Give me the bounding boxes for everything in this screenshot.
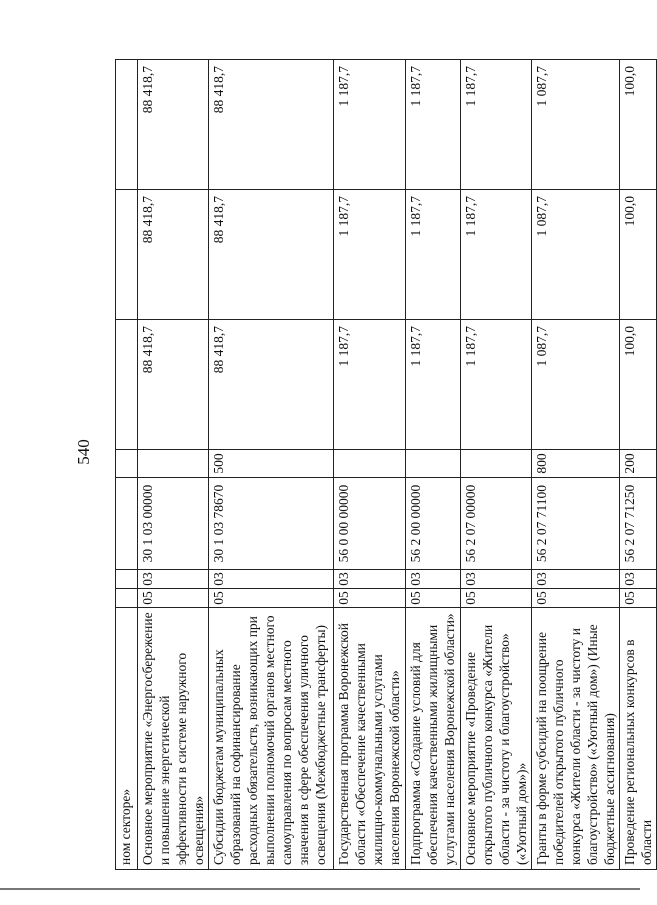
cell-value-1: 1 187,7 <box>406 320 461 450</box>
cell-rz: 05 <box>334 589 406 608</box>
cell-value-1: 100,0 <box>620 320 657 450</box>
cell-value-1 <box>116 320 138 450</box>
cell-vr <box>334 450 406 478</box>
cell-value-3: 1 187,7 <box>406 60 461 190</box>
cell-value-3: 88 418,7 <box>209 60 334 190</box>
cell-csr: 56 2 07 71100 <box>532 478 620 570</box>
scan-edge-line <box>0 888 640 890</box>
cell-value-2: 88 418,7 <box>138 190 209 320</box>
table-row <box>209 60 334 870</box>
cell-rz: 05 <box>620 589 657 608</box>
cell-rz: 05 <box>406 589 461 608</box>
cell-vr: 800 <box>532 450 620 478</box>
cell-value-1: 88 418,7 <box>209 320 334 450</box>
cell-rz: 05 <box>138 589 209 608</box>
cell-name: Гранты в форме субсидий на поощрение победителей открытого публичного конкурса «Жители области - за чистоту и благоустройство» («Уютный дом») (Иные бюджетные ассигнования) <box>532 608 620 870</box>
cell-value-2: 1 187,7 <box>461 190 532 320</box>
budget-table <box>115 59 657 870</box>
cell-value-2: 1 087,7 <box>532 190 620 320</box>
cell-vr: 500 <box>209 450 334 478</box>
cell-value-2: 88 418,7 <box>209 190 334 320</box>
page-number: 540 <box>74 439 93 465</box>
cell-value-1: 1 187,7 <box>461 320 532 450</box>
cell-name: ном секторе» <box>116 608 138 870</box>
cell-pr: 03 <box>406 570 461 589</box>
cell-csr: 56 0 00 00000 <box>334 478 406 570</box>
cell-value-2: 1 187,7 <box>406 190 461 320</box>
cell-pr: 03 <box>620 570 657 589</box>
cell-value-2: 1 187,7 <box>334 190 406 320</box>
cell-rz <box>116 589 138 608</box>
cell-rz: 05 <box>461 589 532 608</box>
cell-csr: 56 2 07 00000 <box>461 478 532 570</box>
cell-csr: 30 1 03 78670 <box>209 478 334 570</box>
cell-name: Основное мероприятие «Проведение открытого публичного конкурса «Жители области - за чистоту и благоустройство» («Уютный дом»)» <box>461 608 532 870</box>
cell-vr: 200 <box>620 450 657 478</box>
cell-pr: 03 <box>532 570 620 589</box>
cell-value-1: 88 418,7 <box>138 320 209 450</box>
cell-name: Проведение региональных конкурсов в области <box>620 608 657 870</box>
cell-rz: 05 <box>209 589 334 608</box>
cell-csr: 30 1 03 00000 <box>138 478 209 570</box>
cell-value-3 <box>116 60 138 190</box>
table-row <box>138 60 209 870</box>
cell-vr <box>406 450 461 478</box>
cell-csr: 56 2 07 71250 <box>620 478 657 570</box>
cell-pr: 03 <box>209 570 334 589</box>
cell-value-3: 88 418,7 <box>138 60 209 190</box>
table-row <box>406 60 461 870</box>
cell-name: Государственная программа Воронежской области «Обеспечение качественными жилищно-коммунальными услугами населения Воронежской области» <box>334 608 406 870</box>
cell-name: Подпрограмма «Создание условий для обеспечения качественными жилищными услугами населения Воронежской области» <box>406 608 461 870</box>
cell-pr: 03 <box>138 570 209 589</box>
cell-rz: 05 <box>532 589 620 608</box>
cell-value-2 <box>116 190 138 320</box>
cell-value-3: 100,0 <box>620 60 657 190</box>
cell-csr <box>116 478 138 570</box>
table-rotor <box>115 60 654 870</box>
cell-vr <box>461 450 532 478</box>
budget-table-rotated <box>115 60 654 870</box>
cell-pr: 03 <box>461 570 532 589</box>
cell-name: Субсидии бюджетам муниципальных образований на софинансирование расходных обязательств, возникающих при выполнении полномочий органов местного самоуправления по вопросам местного значения в сфере обеспечения уличного освещения (Межбюджетные трансферты) <box>209 608 334 870</box>
cell-csr: 56 2 00 00000 <box>406 478 461 570</box>
table-row <box>334 60 406 870</box>
cell-value-3: 1 187,7 <box>461 60 532 190</box>
cell-vr <box>116 450 138 478</box>
cell-pr <box>116 570 138 589</box>
cell-value-3: 1 187,7 <box>334 60 406 190</box>
cell-value-2: 100,0 <box>620 190 657 320</box>
cell-vr <box>138 450 209 478</box>
cell-name: Основное мероприятие «Энергосбережение и повышение энергетической эффективности в системе наружного освещения» <box>138 608 209 870</box>
cell-value-3: 1 087,7 <box>532 60 620 190</box>
cell-value-1: 1 087,7 <box>532 320 620 450</box>
table-row <box>620 60 657 870</box>
table-row <box>461 60 532 870</box>
cell-pr: 03 <box>334 570 406 589</box>
cell-value-1: 1 187,7 <box>334 320 406 450</box>
table-row <box>532 60 620 870</box>
table-body <box>116 60 657 870</box>
table-row <box>116 60 138 870</box>
